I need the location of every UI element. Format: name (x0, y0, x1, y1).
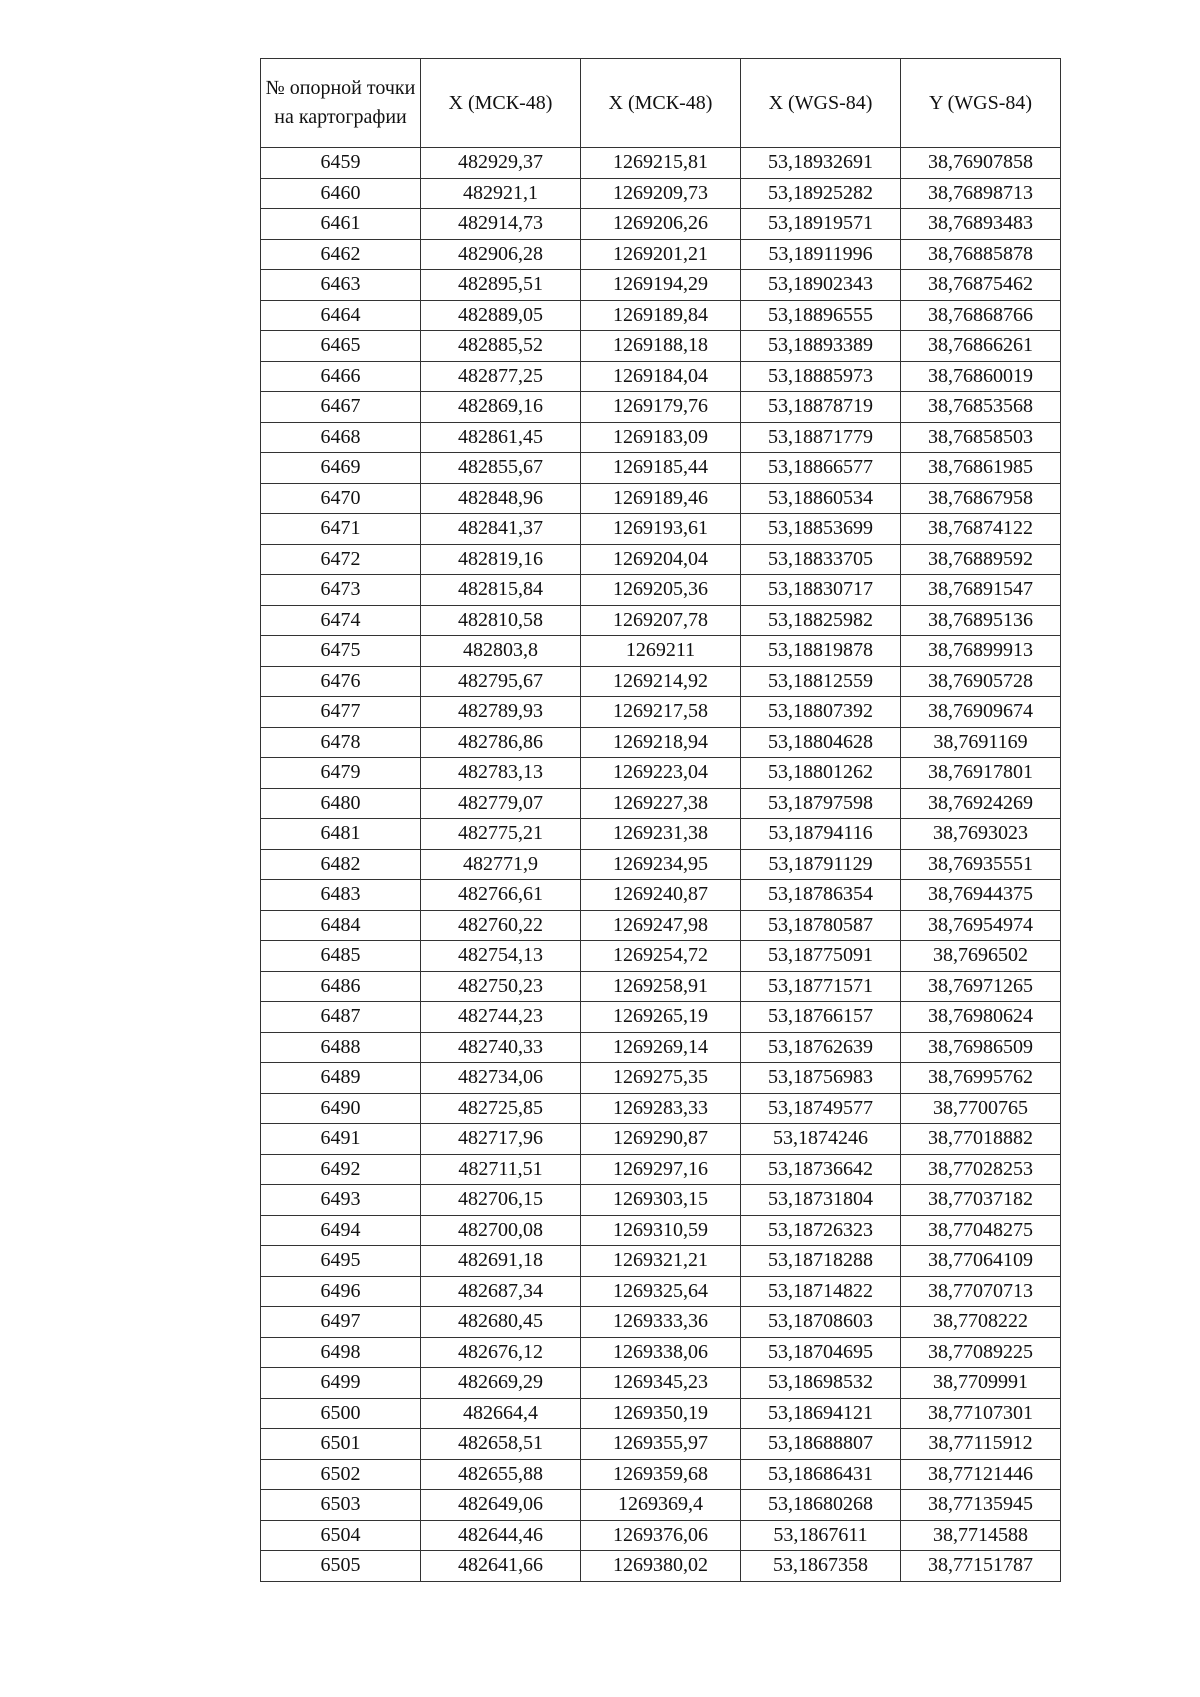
cell-x-msk48-second: 1269214,92 (581, 666, 741, 697)
cell-x-msk48: 482877,25 (421, 361, 581, 392)
table-row (261, 941, 1061, 972)
table-row (261, 727, 1061, 758)
cell-x-wgs84: 53,1867611 (741, 1520, 901, 1551)
cell-x-wgs84: 53,18680268 (741, 1490, 901, 1521)
cell-x-wgs84: 53,18775091 (741, 941, 901, 972)
table-row (261, 1276, 1061, 1307)
cell-x-msk48: 482641,66 (421, 1551, 581, 1582)
cell-y-wgs84: 38,7714588 (901, 1520, 1061, 1551)
cell-y-wgs84: 38,7709991 (901, 1368, 1061, 1399)
table-row (261, 1490, 1061, 1521)
table-row (261, 1246, 1061, 1277)
table-row (261, 392, 1061, 423)
coordinates-table (260, 58, 1061, 1582)
cell-x-wgs84: 53,18771571 (741, 971, 901, 1002)
cell-x-wgs84: 53,18794116 (741, 819, 901, 850)
cell-x-msk48-second: 1269179,76 (581, 392, 741, 423)
cell-x-wgs84: 53,18893389 (741, 331, 901, 362)
table-row (261, 270, 1061, 301)
cell-x-msk48: 482786,86 (421, 727, 581, 758)
cell-x-wgs84: 53,18911996 (741, 239, 901, 270)
cell-x-msk48: 482795,67 (421, 666, 581, 697)
cell-x-msk48-second: 1269218,94 (581, 727, 741, 758)
cell-x-msk48-second: 1269258,91 (581, 971, 741, 1002)
cell-x-msk48: 482819,16 (421, 544, 581, 575)
cell-x-msk48-second: 1269223,04 (581, 758, 741, 789)
header-y-wgs84: Y (WGS-84) (901, 59, 1061, 148)
cell-point-number: 6497 (261, 1307, 421, 1338)
cell-x-msk48: 482750,23 (421, 971, 581, 1002)
cell-x-wgs84: 53,18853699 (741, 514, 901, 545)
cell-point-number: 6461 (261, 209, 421, 240)
table-row (261, 148, 1061, 179)
cell-x-wgs84: 53,18885973 (741, 361, 901, 392)
cell-point-number: 6473 (261, 575, 421, 606)
cell-x-msk48: 482869,16 (421, 392, 581, 423)
cell-point-number: 6492 (261, 1154, 421, 1185)
cell-y-wgs84: 38,76891547 (901, 575, 1061, 606)
cell-point-number: 6470 (261, 483, 421, 514)
cell-x-msk48-second: 1269184,04 (581, 361, 741, 392)
cell-x-wgs84: 53,18698532 (741, 1368, 901, 1399)
cell-x-wgs84: 53,18807392 (741, 697, 901, 728)
cell-point-number: 6464 (261, 300, 421, 331)
cell-y-wgs84: 38,76909674 (901, 697, 1061, 728)
cell-x-msk48: 482754,13 (421, 941, 581, 972)
cell-x-msk48-second: 1269215,81 (581, 148, 741, 179)
cell-y-wgs84: 38,76858503 (901, 422, 1061, 453)
cell-y-wgs84: 38,76853568 (901, 392, 1061, 423)
cell-x-msk48-second: 1269376,06 (581, 1520, 741, 1551)
cell-x-msk48: 482771,9 (421, 849, 581, 880)
table-row (261, 1002, 1061, 1033)
cell-point-number: 6462 (261, 239, 421, 270)
cell-x-wgs84: 53,18871779 (741, 422, 901, 453)
cell-y-wgs84: 38,76924269 (901, 788, 1061, 819)
cell-point-number: 6463 (261, 270, 421, 301)
cell-y-wgs84: 38,77028253 (901, 1154, 1061, 1185)
table-row (261, 1337, 1061, 1368)
cell-y-wgs84: 38,7691169 (901, 727, 1061, 758)
cell-x-msk48-second: 1269355,97 (581, 1429, 741, 1460)
cell-x-wgs84: 53,18797598 (741, 788, 901, 819)
table-row (261, 1459, 1061, 1490)
cell-point-number: 6484 (261, 910, 421, 941)
cell-x-wgs84: 53,18866577 (741, 453, 901, 484)
cell-x-msk48: 482700,08 (421, 1215, 581, 1246)
cell-point-number: 6459 (261, 148, 421, 179)
cell-x-msk48: 482649,06 (421, 1490, 581, 1521)
cell-x-wgs84: 53,18704695 (741, 1337, 901, 1368)
cell-y-wgs84: 38,77151787 (901, 1551, 1061, 1582)
cell-y-wgs84: 38,77089225 (901, 1337, 1061, 1368)
table-row (261, 453, 1061, 484)
cell-x-msk48-second: 1269211 (581, 636, 741, 667)
cell-x-msk48: 482744,23 (421, 1002, 581, 1033)
cell-x-wgs84: 53,18812559 (741, 666, 901, 697)
cell-x-msk48-second: 1269189,46 (581, 483, 741, 514)
table-row (261, 1093, 1061, 1124)
cell-x-msk48-second: 1269183,09 (581, 422, 741, 453)
cell-y-wgs84: 38,76893483 (901, 209, 1061, 240)
cell-x-msk48-second: 1269217,58 (581, 697, 741, 728)
cell-y-wgs84: 38,7696502 (901, 941, 1061, 972)
cell-x-msk48: 482815,84 (421, 575, 581, 606)
table-row (261, 331, 1061, 362)
cell-x-wgs84: 53,18726323 (741, 1215, 901, 1246)
cell-x-msk48: 482658,51 (421, 1429, 581, 1460)
cell-x-msk48: 482848,96 (421, 483, 581, 514)
cell-x-msk48: 482655,88 (421, 1459, 581, 1490)
table-row (261, 1398, 1061, 1429)
cell-point-number: 6469 (261, 453, 421, 484)
cell-x-msk48-second: 1269254,72 (581, 941, 741, 972)
cell-point-number: 6500 (261, 1398, 421, 1429)
cell-x-msk48-second: 1269297,16 (581, 1154, 741, 1185)
cell-point-number: 6504 (261, 1520, 421, 1551)
cell-x-msk48-second: 1269303,15 (581, 1185, 741, 1216)
cell-x-msk48: 482783,13 (421, 758, 581, 789)
cell-x-msk48-second: 1269204,04 (581, 544, 741, 575)
cell-x-wgs84: 53,1874246 (741, 1124, 901, 1155)
cell-x-msk48-second: 1269247,98 (581, 910, 741, 941)
cell-y-wgs84: 38,77135945 (901, 1490, 1061, 1521)
cell-x-wgs84: 53,18791129 (741, 849, 901, 880)
cell-x-msk48: 482740,33 (421, 1032, 581, 1063)
table-row (261, 514, 1061, 545)
cell-point-number: 6477 (261, 697, 421, 728)
cell-y-wgs84: 38,76907858 (901, 148, 1061, 179)
cell-x-wgs84: 53,18708603 (741, 1307, 901, 1338)
table-row (261, 1185, 1061, 1216)
table-row (261, 178, 1061, 209)
cell-x-msk48: 482760,22 (421, 910, 581, 941)
cell-point-number: 6486 (261, 971, 421, 1002)
cell-x-msk48-second: 1269227,38 (581, 788, 741, 819)
cell-y-wgs84: 38,76917801 (901, 758, 1061, 789)
cell-point-number: 6472 (261, 544, 421, 575)
cell-point-number: 6501 (261, 1429, 421, 1460)
table-row (261, 1215, 1061, 1246)
cell-point-number: 6475 (261, 636, 421, 667)
cell-y-wgs84: 38,76944375 (901, 880, 1061, 911)
cell-x-msk48: 482914,73 (421, 209, 581, 240)
cell-x-msk48: 482775,21 (421, 819, 581, 850)
cell-x-wgs84: 53,18718288 (741, 1246, 901, 1277)
cell-x-wgs84: 53,18819878 (741, 636, 901, 667)
cell-x-msk48-second: 1269185,44 (581, 453, 741, 484)
cell-point-number: 6467 (261, 392, 421, 423)
cell-y-wgs84: 38,77018882 (901, 1124, 1061, 1155)
cell-x-msk48-second: 1269338,06 (581, 1337, 741, 1368)
table-row (261, 819, 1061, 850)
cell-x-wgs84: 53,18896555 (741, 300, 901, 331)
cell-x-msk48-second: 1269240,87 (581, 880, 741, 911)
cell-point-number: 6495 (261, 1246, 421, 1277)
cell-x-msk48: 482644,46 (421, 1520, 581, 1551)
cell-x-wgs84: 53,18694121 (741, 1398, 901, 1429)
cell-x-msk48-second: 1269333,36 (581, 1307, 741, 1338)
cell-x-msk48-second: 1269207,78 (581, 605, 741, 636)
cell-x-wgs84: 53,18801262 (741, 758, 901, 789)
table-row (261, 849, 1061, 880)
table-row (261, 422, 1061, 453)
cell-y-wgs84: 38,76935551 (901, 849, 1061, 880)
table-row (261, 605, 1061, 636)
cell-point-number: 6466 (261, 361, 421, 392)
cell-point-number: 6502 (261, 1459, 421, 1490)
table-row (261, 1368, 1061, 1399)
cell-x-msk48-second: 1269359,68 (581, 1459, 741, 1490)
cell-y-wgs84: 38,76875462 (901, 270, 1061, 301)
cell-point-number: 6480 (261, 788, 421, 819)
cell-y-wgs84: 38,76874122 (901, 514, 1061, 545)
table-row (261, 666, 1061, 697)
cell-point-number: 6505 (261, 1551, 421, 1582)
cell-y-wgs84: 38,76860019 (901, 361, 1061, 392)
header-x-msk48-second: X (МСК-48) (581, 59, 741, 148)
table-row (261, 483, 1061, 514)
table-row (261, 788, 1061, 819)
cell-x-msk48: 482779,07 (421, 788, 581, 819)
cell-point-number: 6471 (261, 514, 421, 545)
cell-x-wgs84: 53,1867358 (741, 1551, 901, 1582)
cell-x-msk48-second: 1269234,95 (581, 849, 741, 880)
table-row (261, 361, 1061, 392)
table-row (261, 1429, 1061, 1460)
cell-x-wgs84: 53,18925282 (741, 178, 901, 209)
cell-x-msk48-second: 1269201,21 (581, 239, 741, 270)
table-row (261, 758, 1061, 789)
cell-x-msk48: 482803,8 (421, 636, 581, 667)
table-body (261, 148, 1061, 1582)
cell-point-number: 6499 (261, 1368, 421, 1399)
cell-x-wgs84: 53,18731804 (741, 1185, 901, 1216)
cell-x-wgs84: 53,18804628 (741, 727, 901, 758)
table-row (261, 239, 1061, 270)
cell-x-msk48: 482676,12 (421, 1337, 581, 1368)
cell-y-wgs84: 38,76889592 (901, 544, 1061, 575)
cell-x-msk48: 482717,96 (421, 1124, 581, 1155)
cell-x-msk48: 482664,4 (421, 1398, 581, 1429)
table-row (261, 544, 1061, 575)
cell-point-number: 6490 (261, 1093, 421, 1124)
table-row (261, 1154, 1061, 1185)
cell-y-wgs84: 38,7708222 (901, 1307, 1061, 1338)
cell-x-wgs84: 53,18762639 (741, 1032, 901, 1063)
cell-point-number: 6487 (261, 1002, 421, 1033)
cell-point-number: 6493 (261, 1185, 421, 1216)
cell-y-wgs84: 38,77107301 (901, 1398, 1061, 1429)
cell-x-wgs84: 53,18714822 (741, 1276, 901, 1307)
cell-x-msk48: 482706,15 (421, 1185, 581, 1216)
cell-y-wgs84: 38,7693023 (901, 819, 1061, 850)
cell-x-msk48-second: 1269369,4 (581, 1490, 741, 1521)
cell-x-msk48-second: 1269188,18 (581, 331, 741, 362)
header-point-number: № опорной точки на картографии (261, 59, 421, 148)
cell-y-wgs84: 38,77037182 (901, 1185, 1061, 1216)
header-x-wgs84: X (WGS-84) (741, 59, 901, 148)
cell-y-wgs84: 38,76866261 (901, 331, 1061, 362)
cell-point-number: 6474 (261, 605, 421, 636)
cell-y-wgs84: 38,76980624 (901, 1002, 1061, 1033)
cell-point-number: 6496 (261, 1276, 421, 1307)
table-row (261, 575, 1061, 606)
cell-point-number: 6460 (261, 178, 421, 209)
table-row (261, 971, 1061, 1002)
cell-x-wgs84: 53,18860534 (741, 483, 901, 514)
cell-point-number: 6481 (261, 819, 421, 850)
cell-y-wgs84: 38,76885878 (901, 239, 1061, 270)
cell-y-wgs84: 38,76867958 (901, 483, 1061, 514)
cell-x-wgs84: 53,18756983 (741, 1063, 901, 1094)
cell-x-msk48: 482669,29 (421, 1368, 581, 1399)
cell-x-msk48: 482680,45 (421, 1307, 581, 1338)
cell-y-wgs84: 38,76995762 (901, 1063, 1061, 1094)
cell-x-msk48-second: 1269194,29 (581, 270, 741, 301)
cell-x-msk48: 482861,45 (421, 422, 581, 453)
cell-x-msk48: 482691,18 (421, 1246, 581, 1277)
cell-point-number: 6482 (261, 849, 421, 880)
cell-x-msk48: 482711,51 (421, 1154, 581, 1185)
table-header-row (261, 59, 1061, 148)
cell-x-msk48: 482789,93 (421, 697, 581, 728)
cell-x-wgs84: 53,18786354 (741, 880, 901, 911)
table-row (261, 910, 1061, 941)
cell-y-wgs84: 38,77048275 (901, 1215, 1061, 1246)
cell-x-msk48-second: 1269205,36 (581, 575, 741, 606)
cell-y-wgs84: 38,77070713 (901, 1276, 1061, 1307)
cell-x-msk48-second: 1269325,64 (581, 1276, 741, 1307)
table-row (261, 880, 1061, 911)
cell-x-msk48-second: 1269290,87 (581, 1124, 741, 1155)
cell-x-msk48: 482810,58 (421, 605, 581, 636)
cell-x-msk48: 482734,06 (421, 1063, 581, 1094)
cell-y-wgs84: 38,76954974 (901, 910, 1061, 941)
cell-x-msk48-second: 1269209,73 (581, 178, 741, 209)
cell-y-wgs84: 38,76898713 (901, 178, 1061, 209)
table-row (261, 1063, 1061, 1094)
cell-y-wgs84: 38,77064109 (901, 1246, 1061, 1277)
cell-point-number: 6465 (261, 331, 421, 362)
cell-point-number: 6491 (261, 1124, 421, 1155)
cell-y-wgs84: 38,76868766 (901, 300, 1061, 331)
cell-x-wgs84: 53,18686431 (741, 1459, 901, 1490)
cell-x-msk48-second: 1269310,59 (581, 1215, 741, 1246)
cell-x-msk48: 482725,85 (421, 1093, 581, 1124)
cell-y-wgs84: 38,76971265 (901, 971, 1061, 1002)
header-x-msk48: X (МСК-48) (421, 59, 581, 148)
cell-x-msk48: 482766,61 (421, 880, 581, 911)
cell-x-msk48-second: 1269189,84 (581, 300, 741, 331)
table-row (261, 300, 1061, 331)
table-row (261, 209, 1061, 240)
table-row (261, 1520, 1061, 1551)
cell-x-msk48-second: 1269350,19 (581, 1398, 741, 1429)
cell-y-wgs84: 38,77121446 (901, 1459, 1061, 1490)
cell-y-wgs84: 38,76986509 (901, 1032, 1061, 1063)
cell-x-wgs84: 53,18736642 (741, 1154, 901, 1185)
cell-x-msk48-second: 1269206,26 (581, 209, 741, 240)
cell-x-wgs84: 53,18902343 (741, 270, 901, 301)
cell-point-number: 6478 (261, 727, 421, 758)
cell-y-wgs84: 38,76905728 (901, 666, 1061, 697)
cell-x-msk48-second: 1269275,35 (581, 1063, 741, 1094)
table-row (261, 1032, 1061, 1063)
cell-x-msk48: 482855,67 (421, 453, 581, 484)
cell-x-wgs84: 53,18878719 (741, 392, 901, 423)
cell-x-msk48-second: 1269321,21 (581, 1246, 741, 1277)
cell-x-msk48-second: 1269283,33 (581, 1093, 741, 1124)
cell-point-number: 6488 (261, 1032, 421, 1063)
cell-x-msk48: 482687,34 (421, 1276, 581, 1307)
cell-point-number: 6468 (261, 422, 421, 453)
cell-point-number: 6476 (261, 666, 421, 697)
cell-x-wgs84: 53,18749577 (741, 1093, 901, 1124)
cell-x-msk48-second: 1269269,14 (581, 1032, 741, 1063)
cell-x-wgs84: 53,18932691 (741, 148, 901, 179)
cell-x-wgs84: 53,18833705 (741, 544, 901, 575)
cell-x-msk48-second: 1269265,19 (581, 1002, 741, 1033)
table-row (261, 1124, 1061, 1155)
cell-x-msk48: 482906,28 (421, 239, 581, 270)
cell-y-wgs84: 38,76895136 (901, 605, 1061, 636)
cell-x-wgs84: 53,18766157 (741, 1002, 901, 1033)
cell-point-number: 6494 (261, 1215, 421, 1246)
cell-y-wgs84: 38,77115912 (901, 1429, 1061, 1460)
cell-x-msk48: 482841,37 (421, 514, 581, 545)
cell-x-wgs84: 53,18830717 (741, 575, 901, 606)
cell-x-msk48: 482921,1 (421, 178, 581, 209)
table-row (261, 1307, 1061, 1338)
cell-y-wgs84: 38,76861985 (901, 453, 1061, 484)
cell-x-wgs84: 53,18919571 (741, 209, 901, 240)
cell-x-msk48: 482929,37 (421, 148, 581, 179)
cell-x-msk48: 482895,51 (421, 270, 581, 301)
cell-point-number: 6498 (261, 1337, 421, 1368)
cell-x-msk48-second: 1269193,61 (581, 514, 741, 545)
cell-x-wgs84: 53,18780587 (741, 910, 901, 941)
cell-point-number: 6485 (261, 941, 421, 972)
cell-point-number: 6503 (261, 1490, 421, 1521)
cell-x-msk48: 482889,05 (421, 300, 581, 331)
cell-point-number: 6483 (261, 880, 421, 911)
cell-x-msk48-second: 1269380,02 (581, 1551, 741, 1582)
cell-x-wgs84: 53,18825982 (741, 605, 901, 636)
cell-point-number: 6479 (261, 758, 421, 789)
cell-x-msk48-second: 1269231,38 (581, 819, 741, 850)
cell-x-msk48-second: 1269345,23 (581, 1368, 741, 1399)
cell-x-wgs84: 53,18688807 (741, 1429, 901, 1460)
cell-y-wgs84: 38,76899913 (901, 636, 1061, 667)
cell-point-number: 6489 (261, 1063, 421, 1094)
cell-x-msk48: 482885,52 (421, 331, 581, 362)
table-row (261, 636, 1061, 667)
table-row (261, 1551, 1061, 1582)
table-row (261, 697, 1061, 728)
cell-y-wgs84: 38,7700765 (901, 1093, 1061, 1124)
